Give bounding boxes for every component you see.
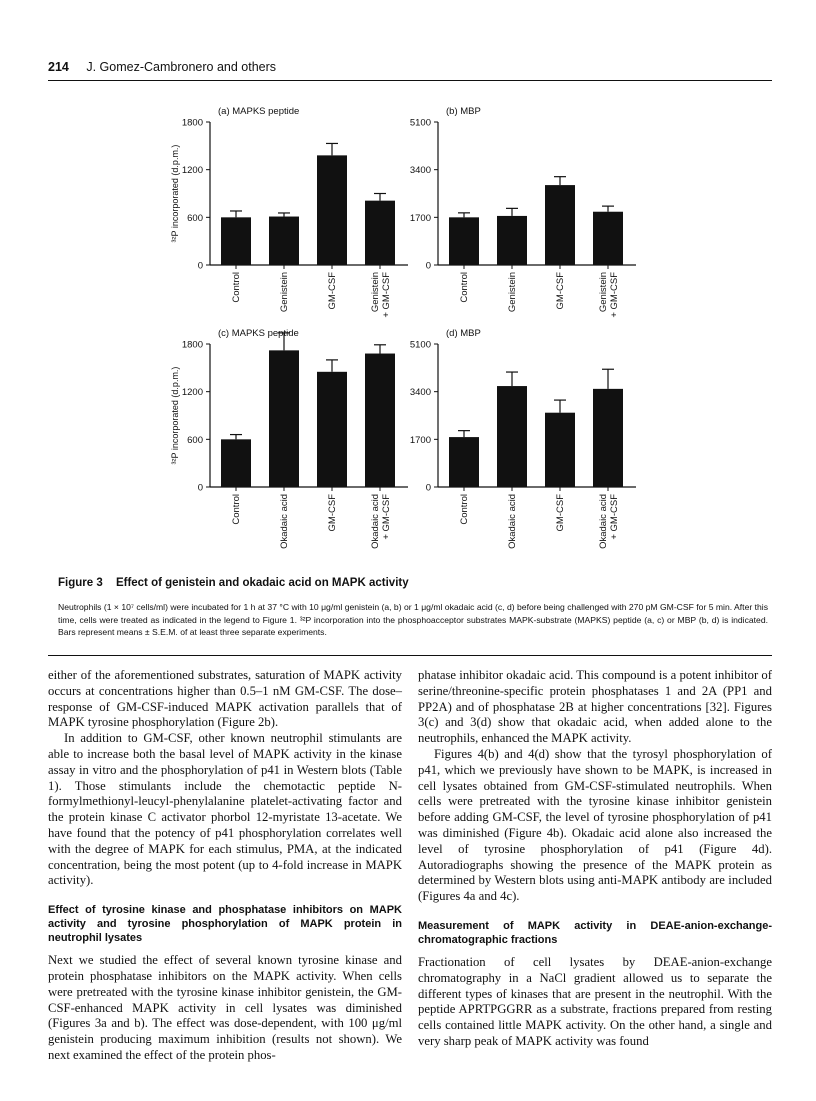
chart-panel-b <box>400 102 680 334</box>
chart-title: (b) MBP <box>446 106 481 117</box>
bar <box>593 389 623 487</box>
x-tick-label: GM-CSF <box>555 494 566 532</box>
paragraph: Figures 4(b) and 4(d) show that the tyrosyl phosphorylation of p41, which we previously have shown to be MAPK, is increased in cell lysates obtained from GM-CSF-stimulated neutrophils. When cells were pretreated with the tyrosine kinase inhibitor genistein before adding GM-CSF, the level of tyrosine phosphorylation of p41 was diminished (Figure 4b). Okadaic acid alone also increased the level of tyrosine phosphorylation of p41 (Figure 4d). Autoradiographs showing the presence of the MAPK protein as determined by Western blots using anti-MAPK antibody are included (Figures 4a and 4c). <box>418 746 772 904</box>
x-tick-label-line: Okadaic acid <box>370 494 381 549</box>
section-heading: Effect of tyrosine kinase and phosphatase inhibitors on MAPK activity and tyrosine phosphorylation of MAPK protein in neutrophil lysates <box>48 904 402 945</box>
paragraph: Fractionation of cell lysates by DEAE-anion-exchange chromatography in a NaCl gradient allowed us to separate the different types of kinases that are present in the neutrophil. With the peptide APRTPGGRR as a substrate, fractions prepared from resting cells contained little MAPK activity. On the other hand, a single and very sharp peak of MAPK activity was found <box>418 954 772 1048</box>
y-tick-label: 1200 <box>181 165 203 177</box>
y-tick-label: 0 <box>197 260 203 272</box>
paragraph: either of the aforementioned substrates, saturation of MAPK activity occurs at concentrations higher than 0.5–1 nM GM-CSF. The dose–response of GM-CSF-induced MAPK activation parallels that of MAPK tyrosine phosphorylation (Figure 2b). <box>48 668 402 730</box>
header-rule <box>48 80 772 81</box>
y-tick-label: 600 <box>187 212 203 224</box>
figure-caption-title <box>58 577 419 589</box>
x-tick-label-line: + GM-CSF <box>381 272 392 318</box>
x-tick-label-line: + GM-CSF <box>381 494 392 540</box>
x-tick-label <box>598 494 620 549</box>
y-tick-label: 0 <box>197 482 203 494</box>
x-tick-label: GM-CSF <box>327 494 338 532</box>
y-axis-label: ³²P incorporated (d.p.m.) <box>170 144 180 243</box>
left-column <box>48 668 402 1064</box>
x-tick-label-line: Okadaic acid <box>598 494 609 549</box>
x-tick-label-line: Genistein <box>598 272 609 313</box>
figure-legend: Neutrophils (1 × 10⁷ cells/ml) were incubated for 1 h at 37 °C with 10 μg/ml genistein (a, b) or 1 μg/ml okadaic acid (c, d) before being challenged with 270 pM GM-CSF for 5 min. After this time, cells were treated as indicated in the legend to Figure 1. ³²P incorporation into the phosphoacceptor substrates MAPK-substrate (MAPKS) peptide (a, c) or MBP (b, d) is indicated. Bars represent means ± S.E.M. of at least three separate experiments. <box>58 602 768 638</box>
y-tick-label: 5100 <box>409 339 431 351</box>
x-tick-label: Okadaic acid <box>507 494 518 549</box>
chart-title: (c) MAPKS peptide <box>218 328 299 339</box>
y-tick-label: 1700 <box>409 434 431 446</box>
bar <box>449 217 479 265</box>
running-title: J. Gomez-Cambronero and others <box>86 60 277 74</box>
page-number: 214 <box>48 60 69 74</box>
paragraph: In addition to GM-CSF, other known neutrophil stimulants are able to increase both the basal level of MAPK activity in the kinase assay in vitro and the phosphorylation of p41 in Western blots (Table 1). Those stimulants include the chemotactic peptide N-formylmethionyl-leucyl-phenylalanine platelet-activating factor and the protein kinase C activator phorbol 12-myristate 13-acetate. We have found that the potency of p41 phosphorylation correlates well with the degree of MAPK for each stimulus, PMA, at the indicated concentration, being the most potent (up to 4-fold increase in MAPK activity). <box>48 731 402 888</box>
x-tick-label <box>598 272 620 318</box>
x-tick-label-line: Genistein <box>370 272 381 313</box>
legend-rule <box>48 655 772 656</box>
bar <box>269 217 299 265</box>
x-tick-label <box>370 272 392 318</box>
bar <box>221 217 251 265</box>
right-column <box>418 668 772 1050</box>
bar <box>365 354 395 487</box>
section-heading: Measurement of MAPK activity in DEAE-anion-exchange-chromatographic fractions <box>418 919 772 946</box>
bar <box>317 155 347 265</box>
bar <box>221 439 251 487</box>
x-tick-label-line: + GM-CSF <box>609 494 620 540</box>
y-tick-label: 0 <box>425 260 431 272</box>
bar <box>365 201 395 265</box>
x-tick-label-line: + GM-CSF <box>609 272 620 318</box>
x-tick-label: Genistein <box>279 272 290 313</box>
x-tick-label: Genistein <box>507 272 518 313</box>
chart-title: (a) MAPKS peptide <box>218 106 300 117</box>
x-tick-label: Control <box>231 272 242 303</box>
x-tick-label: GM-CSF <box>555 272 566 310</box>
chart-title: (d) MBP <box>446 328 481 339</box>
x-tick-label <box>370 494 392 549</box>
bar <box>497 386 527 487</box>
bar <box>593 212 623 265</box>
bar <box>545 413 575 487</box>
y-tick-label: 1800 <box>181 117 203 129</box>
paragraph: Next we studied the effect of several known tyrosine kinase and protein phosphatase inhibitors on the MAPK activity. When cells were pretreated with the tyrosine kinase inhibitor genistein, the GM-CSF-enhanced MAPK activity in cell lysates was diminished (Figures 3a and b). The effect was dose-dependent, with 100 μg/ml genistein producing maximum inhibition (results not shown). We next examined the effect of the protein phos- <box>48 953 402 1062</box>
bar <box>449 437 479 487</box>
bar <box>269 350 299 487</box>
figure-title: Effect of genistein and okadaic acid on MAPK activity <box>115 577 409 589</box>
paragraph: phatase inhibitor okadaic acid. This compound is a potent inhibitor of serine/threonine-specific protein phosphatases 1 and 2A (PP1 and PP2A) and of phosphatase 2B at higher concentrations [32]. Figures 3(c) and 3(d) show that okadaic acid, when added alone to the neutrophils, enhanced the MAPK activity. <box>418 668 772 746</box>
x-tick-label: Control <box>459 272 470 303</box>
y-axis-label: ³²P incorporated (d.p.m.) <box>170 366 180 465</box>
figure-label: Figure 3 <box>58 577 103 589</box>
chart-panel-d <box>400 324 680 556</box>
x-tick-label: Control <box>459 494 470 525</box>
y-tick-label: 5100 <box>409 117 431 129</box>
y-tick-label: 0 <box>425 482 431 494</box>
x-tick-label: Okadaic acid <box>279 494 290 549</box>
y-tick-label: 600 <box>187 434 203 446</box>
x-tick-label: GM-CSF <box>327 272 338 310</box>
bar <box>545 185 575 265</box>
y-tick-label: 3400 <box>409 387 431 399</box>
x-tick-label: Control <box>231 494 242 525</box>
y-tick-label: 3400 <box>409 165 431 177</box>
y-tick-label: 1800 <box>181 339 203 351</box>
bar <box>317 372 347 487</box>
running-header <box>48 60 276 74</box>
bar <box>497 216 527 265</box>
y-tick-label: 1200 <box>181 387 203 399</box>
y-tick-label: 1700 <box>409 212 431 224</box>
